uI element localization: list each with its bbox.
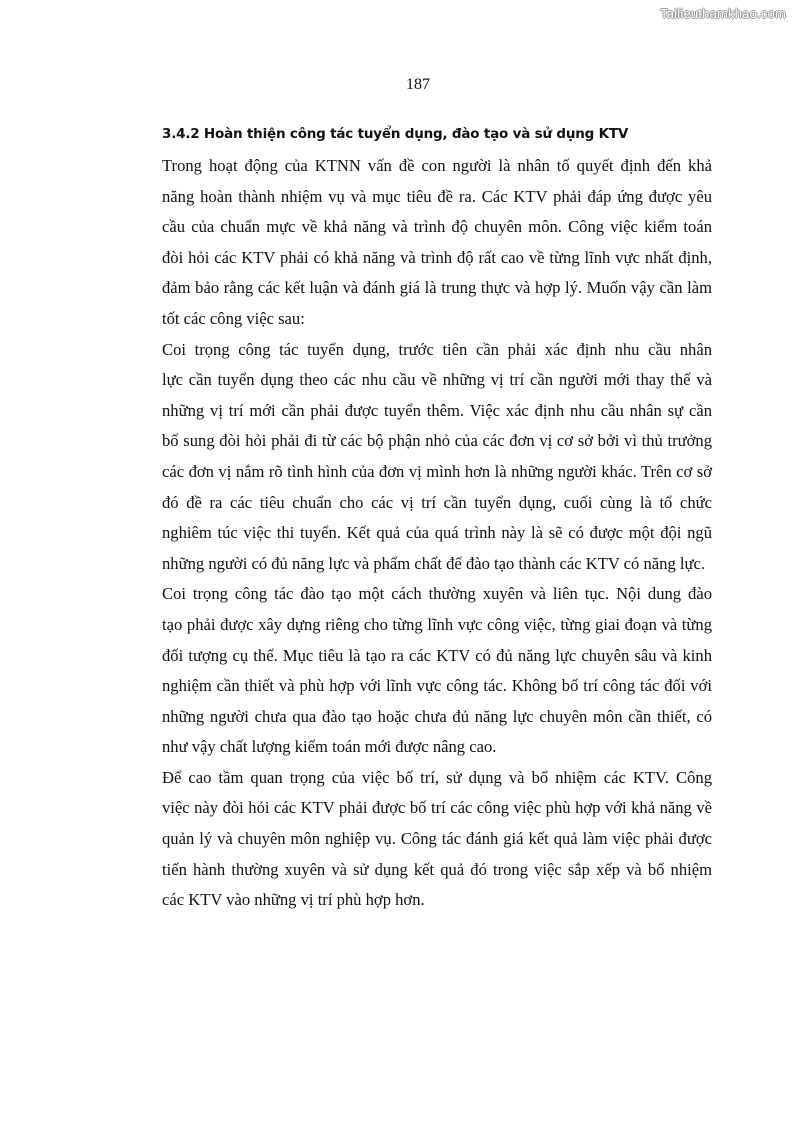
paragraph-line: việc này đòi hỏi các KTV phải được bố trí các công việc phù hợp với khả năng về [162, 798, 712, 818]
watermark: Tailieuthamkhao.com [660, 6, 786, 21]
paragraph-line: bổ sung đòi hỏi phải đi từ các bộ phận nhỏ của các đơn vị cơ sở bởi vì thủ trưởng [162, 431, 712, 451]
paragraph [162, 579, 712, 763]
paragraph-line: tạo phải được xây dựng riêng cho từng lĩnh vực công việc, từng giai đoạn và từng [162, 614, 712, 634]
paragraph-line: những người có đủ năng lực và phẩm chất để đào tạo thành các KTV có năng lực. [162, 553, 706, 573]
paragraph-line: cầu của chuẩn mực về khả năng và trình độ chuyên môn. Công việc kiểm toán [162, 217, 712, 237]
paragraph-line: quản lý và chuyên môn nghiệp vụ. Công tác đánh giá kết quả làm việc phải được [162, 829, 712, 849]
paragraph-line: năng hoàn thành nhiệm vụ và mục tiêu đề ra. Các KTV phải đáp ứng được yêu [162, 186, 712, 206]
paragraph-line: các KTV vào những vị trí phù hợp hơn. [162, 890, 425, 910]
paragraph-line: Coi trọng công tác đào tạo một cách thường xuyên và liên tục. Nội dung đào [162, 584, 712, 604]
paragraph-line: Coi trọng công tác tuyển dụng, trước tiên cần phải xác định nhu cầu nhân [162, 339, 712, 359]
section-heading: 3.4.2 Hoàn thiện công tác tuyển dụng, đào tạo và sử dụng KTV [162, 126, 629, 142]
paragraph [162, 763, 712, 916]
paragraph-line: đảm bảo rằng các kết luận và đánh giá là trung thực và hợp lý. Muốn vậy cần làm [162, 278, 712, 298]
paragraph-line: nghiêm túc việc thi tuyển. Kết quả của quá trình này là sẽ có được một đội ngũ [162, 523, 712, 543]
paragraph-line: đòi hỏi các KTV phải có khả năng và trình độ rất cao về từng lĩnh vực nhất định, [162, 247, 712, 267]
paragraph-line: đó đề ra các tiêu chuẩn cho các vị trí cần tuyển dụng, cuối cùng là tổ chức [162, 492, 712, 512]
paragraph-line: như vậy chất lượng kiểm toán mới được nâng cao. [162, 737, 497, 757]
paragraph-line: những vị trí mới cần phải được tuyển thêm. Việc xác định nhu cầu nhân sự cần [162, 400, 712, 420]
paragraph-line: tốt các công việc sau: [162, 308, 305, 328]
paragraph-line: tiến hành thường xuyên và sử dụng kết quả đó trong việc sắp xếp và bổ nhiệm [162, 859, 712, 879]
paragraph-line: Để cao tầm quan trọng của việc bố trí, sử dụng và bổ nhiệm các KTV. Công [162, 767, 712, 787]
paragraph [162, 335, 712, 580]
paragraph-line: những người chưa qua đào tạo hoặc chưa đủ năng lực chuyên môn cần thiết, có [162, 706, 712, 726]
paragraph-line: đối tượng cụ thể. Mục tiêu là tạo ra các KTV có đủ năng lực chuyên sâu và kinh [162, 645, 712, 665]
paragraph-line: lực cần tuyển dụng theo các nhu cầu về những vị trí cần người mới thay thế và [162, 370, 712, 390]
paragraph-line: nghiệm cần thiết và phù hợp với lĩnh vực công tác. Không bố trí công tác đối với [162, 676, 712, 696]
document-body [162, 123, 712, 916]
paragraphs [162, 151, 712, 916]
paragraph-line: Trong hoạt động của KTNN vấn đề con người là nhân tố quyết định đến khả [162, 156, 712, 175]
paragraph-line: các đơn vị nắm rõ tình hình của đơn vị mình hơn là những người khác. Trên cơ sở [162, 461, 712, 481]
paragraph [162, 151, 712, 335]
page-number: 187 [406, 76, 430, 93]
